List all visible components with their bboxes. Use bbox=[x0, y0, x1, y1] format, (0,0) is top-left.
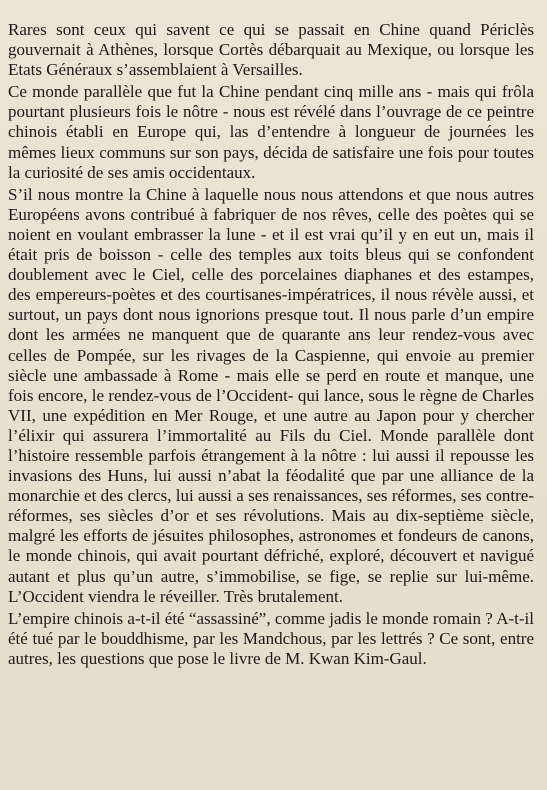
paragraph-3: S’il nous montre la Chine à laquelle nous nous attendons et que nous autres Européens avons contribué à fabriquer de nos rêves, celle des poètes qui se noient en voulant embrasser la lune - et il est vrai qu’il y en eut un, mais il était pris de boisson - celle des temples aux toits bleus qui se confondent doublement avec le Ciel, celle des porcelaines diaphanes et des estampes, des empereurs-poètes et des courtisanes-impératrices, il nous révèle aussi, et surtout, un pays dont nous ignorions presque tout. Il nous parle d’un empire dont les armées ne manquent que de quarante ans leur rendez-vous avec celles de Pompée, sur les rivages de la Caspienne, qui envoie au premier siècle une ambassade à Rome - mais elle se perd en route et manque, une fois encore, le rendez-vous de l’Occident- qui lance, sous le règne de Charles VII, une expédition en Mer Rouge, et une autre au Japon pour y chercher l’élixir qui assurera l’immortalité au Fils du Ciel. Monde parallèle dont l’histoire ressemble parfois étrangement à la nôtre : lui aussi il repousse les invasions des Huns, lui aussi n’abat la féodalité que par une alliance de la monarchie et des clercs, lui aussi a ses renaissances, ses réformes, ses contre-réformes, ses siècles d’or et ses révolutions. Mais au dix-septième siècle, malgré les efforts de jésuites philosophes, astronomes et fondeurs de canons, le monde chinois, qui avait pourtant défriché, exploré, découvert et navigué autant et plus qu’un autre, s’immobilise, se fige, se replie sur lui-même. L’Occident viendra le réveiller. Très brutalement. bbox=[8, 184, 534, 606]
paragraph-2: Ce monde parallèle que fut la Chine pendant cinq mille ans - mais qui frôla pourtant plusieurs fois le nôtre - nous est révélé dans l’ouvrage de ce peintre chinois établi en Europe qui, las d’entendre à longueur de journées les mêmes lieux communs sur son pays, décida de satisfaire une fois pour toutes la curiosité de ses amis occidentaux. bbox=[8, 82, 534, 182]
paragraph-4: L’empire chinois a-t-il été “assassiné”, comme jadis le monde romain ? A-t-il été tué par le bouddhisme, par les Mandchous, par les lettrés ? Ce sont, entre autres, les questions que pose le livre de M. Kwan Kim-Gaul. bbox=[8, 608, 534, 668]
paragraph-1: Rares sont ceux qui savent ce qui se passait en Chine quand Périclès gouvernait à Athènes, lorsque Cortès débarquait au Mexique, ou lorsque les Etats Généraux s’assemblaient à Versailles. bbox=[8, 20, 534, 80]
body-text bbox=[8, 20, 534, 669]
